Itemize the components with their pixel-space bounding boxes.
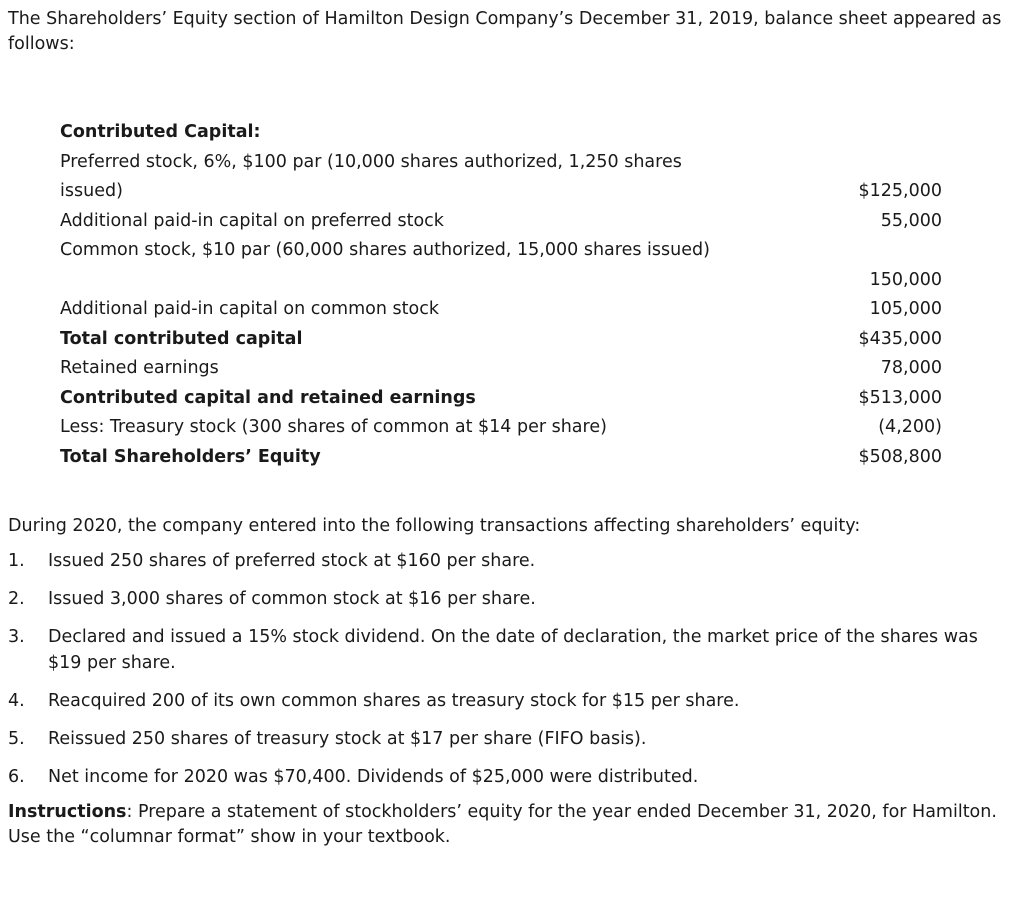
equity-row-capital-and-retained [60,384,950,414]
contributed-capital-heading: Contributed Capital: [60,122,261,142]
equity-row-label: Preferred stock, 6%, $100 par (10,000 shares authorized, 1,250 shares issued) [60,151,682,201]
equity-row-label: Common stock, $10 par (60,000 shares authorized, 15,000 shares issued) [60,240,710,260]
equity-row-label: Additional paid-in capital on common stock [60,299,439,319]
equity-row-total-equity [60,443,950,473]
equity-row-treasury-stock [60,413,950,443]
equity-heading-row [60,118,950,148]
list-item [8,624,1013,676]
equity-row-retained-earnings [60,354,950,384]
equity-row-amount: 150,000 [869,269,942,290]
equity-row-amount: $435,000 [858,328,942,349]
equity-row-amount: 55,000 [880,210,942,231]
list-item-number: 6. [8,767,25,787]
equity-row-amount: $508,800 [858,446,942,467]
list-item-text: Reissued 250 shares of treasury stock at $17 per share (FIFO basis). [48,729,647,749]
equity-row-total-contributed [60,325,950,355]
list-item-text: Declared and issued a 15% stock dividend. On the date of declaration, the market price of the shares was $19 per share. [48,627,978,673]
list-item [8,548,1013,574]
equity-row-apic-preferred [60,207,950,237]
equity-row-label: Retained earnings [60,358,219,378]
list-item-number: 4. [8,691,25,711]
instructions-text: : Prepare a statement of stockholders’ equity for the year ended December 31, 2020, for Hamilton. Use the “columnar format” show in your textbook. [8,802,997,847]
equity-row-apic-common [60,295,950,325]
list-item-number: 1. [8,551,25,571]
equity-row-common-stock [60,236,950,295]
transactions-intro: During 2020, the company entered into the following transactions affecting shareholders’ equity: [8,516,861,536]
equity-row-preferred-stock [60,148,950,207]
list-item-number: 3. [8,627,25,647]
list-item [8,764,1013,790]
list-item-text: Reacquired 200 of its own common shares as treasury stock for $15 per share. [48,691,740,711]
list-item-text: Net income for 2020 was $70,400. Dividends of $25,000 were distributed. [48,767,699,787]
equity-row-label: Less: Treasury stock (300 shares of common at $14 per share) [60,417,607,437]
instructions-label: Instructions [8,802,127,822]
list-item [8,688,1013,714]
equity-row-amount: 78,000 [880,358,942,378]
equity-row-amount: $513,000 [858,387,942,408]
list-item-number: 2. [8,589,25,609]
equity-row-label: Contributed capital and retained earnings [60,387,476,408]
transactions-list [8,548,1013,790]
list-item [8,726,1013,752]
instructions-paragraph [8,800,1013,850]
list-item-number: 5. [8,729,25,749]
list-item-text: Issued 3,000 shares of common stock at $16 per share. [48,589,536,609]
intro-paragraph: The Shareholders’ Equity section of Hamilton Design Company’s December 31, 2019, balance sheet appeared as follows: [8,9,1002,54]
equity-row-label: Total contributed capital [60,328,303,349]
transactions-section [8,514,1013,850]
list-item [8,586,1013,612]
equity-row-amount: 105,000 [869,299,942,319]
equity-row-label: Total Shareholders’ Equity [60,446,321,467]
equity-row-label: Additional paid-in capital on preferred stock [60,210,444,231]
list-item-text: Issued 250 shares of preferred stock at $160 per share. [48,551,536,571]
equity-row-amount: $125,000 [858,181,942,201]
equity-row-amount: (4,200) [878,417,942,437]
shareholders-equity-table [60,118,950,472]
